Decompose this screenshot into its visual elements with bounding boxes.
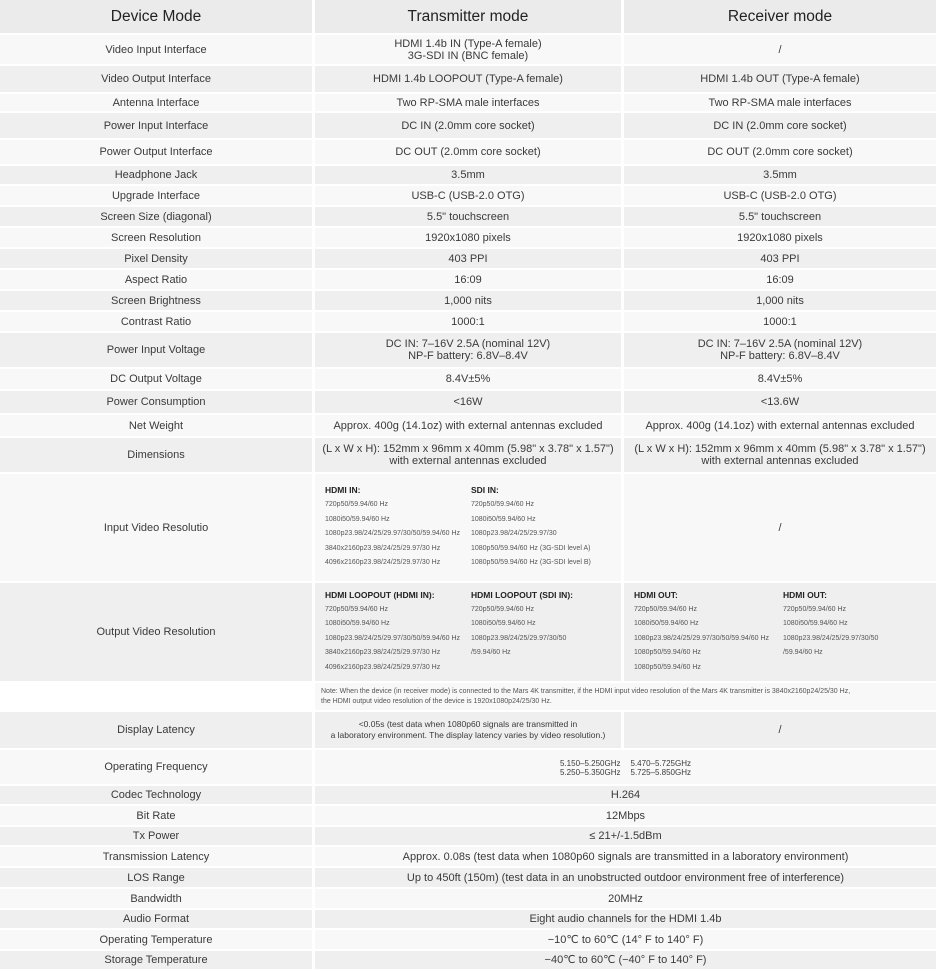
spec-row xyxy=(0,951,936,969)
spec-value-both xyxy=(315,868,936,887)
transmitter-value xyxy=(315,415,621,436)
resolution-item: 1080i50/59.94/60 Hz xyxy=(325,620,390,628)
spec-row xyxy=(0,806,936,825)
receiver-value xyxy=(624,140,936,164)
receiver-value xyxy=(624,35,936,64)
cell-line: 403 PPI xyxy=(448,252,488,265)
resolution-item: 1080p23.98/24/25/29.97/30/50 xyxy=(470,634,567,642)
resolution-item: 3840x2160p23.98/24/25/29.97/30 Hz xyxy=(325,544,441,552)
spec-row xyxy=(0,438,936,472)
resolution-item: 1080p23.98/24/25/29.97/30/50/59.94/60 Hz xyxy=(325,530,461,538)
spec-row xyxy=(0,186,936,205)
cell-line: 1,000 nits xyxy=(444,294,492,307)
transmitter-value xyxy=(315,438,621,472)
spec-label: Dimensions xyxy=(0,438,312,472)
transmitter-value xyxy=(315,333,621,367)
transmitter-value xyxy=(315,94,621,111)
resolution-item: 1080p23.98/24/25/29.97/30/50 xyxy=(782,634,879,642)
spec-row xyxy=(0,113,936,138)
transmitter-value xyxy=(315,312,621,331)
receiver-value xyxy=(624,415,936,436)
receiver-value xyxy=(624,66,936,92)
resolution-item: 1080i50/59.94/60 Hz xyxy=(470,515,536,523)
spec-row xyxy=(0,228,936,247)
cell-line: / xyxy=(778,521,782,534)
cell-line: USB-C (USB-2.0 OTG) xyxy=(723,189,837,202)
cell-line: Approx. 400g (14.1oz) with external antennas excluded xyxy=(645,419,915,432)
receiver-value xyxy=(624,166,936,184)
receiver-value xyxy=(624,249,936,268)
receiver-value xyxy=(624,291,936,310)
frequency-band: 5.470–5.725GHz xyxy=(630,758,691,768)
spec-label: Bit Rate xyxy=(0,806,312,825)
resolution-item: 720p50/59.94/60 Hz xyxy=(782,605,847,613)
resolution-item: 1080p50/59.94/60 Hz (3G-SDI level B) xyxy=(470,559,591,567)
cell-line: 1920x1080 pixels xyxy=(737,231,823,244)
receiver-value xyxy=(624,207,936,226)
transmitter-value xyxy=(315,369,621,389)
spec-label: LOS Range xyxy=(0,868,312,887)
transmitter-value xyxy=(315,712,621,748)
spec-label: Screen Resolution xyxy=(0,228,312,247)
frequency-band: 5.150–5.250GHz xyxy=(560,758,621,768)
receiver-value xyxy=(624,438,936,472)
spec-label: Screen Brightness xyxy=(0,291,312,310)
receiver-value xyxy=(624,94,936,111)
spec-label: Headphone Jack xyxy=(0,166,312,184)
resolution-item: 720p50/59.94/60 Hz xyxy=(470,501,535,509)
cell-line: 16:09 xyxy=(454,273,482,286)
spec-label: Display Latency xyxy=(0,712,312,748)
transmitter-value xyxy=(315,291,621,310)
frequency-band: 5.725–5.850GHz xyxy=(630,768,691,777)
cell-line: ≤ 21+/-1.5dBm xyxy=(589,830,662,842)
spec-row xyxy=(0,683,936,710)
frequency-band: 5.250–5.350GHz xyxy=(560,768,621,777)
transmitter-value xyxy=(315,140,621,164)
cell-line: Two RP-SMA male interfaces xyxy=(708,96,852,109)
resolution-item: /59.94/60 Hz xyxy=(782,649,823,657)
spec-value-both xyxy=(315,827,936,845)
cell-line: Approx. 0.08s (test data when 1080p60 signals are transmitted in a laboratory environment) xyxy=(402,850,849,863)
cell-line: <13.6W xyxy=(760,396,800,408)
resolution-item: 1080p50/59.94/60 Hz xyxy=(633,649,701,657)
spec-row xyxy=(0,910,936,928)
spec-label: Operating Temperature xyxy=(0,930,312,949)
spec-label: Input Video Resolutio xyxy=(0,474,312,581)
transmitter-value xyxy=(315,66,621,92)
spec-label: Pixel Density xyxy=(0,249,312,268)
cell-line: DC OUT (2.0mm core socket) xyxy=(707,146,853,158)
cell-line: Two RP-SMA male interfaces xyxy=(396,96,540,109)
spec-row xyxy=(0,270,936,289)
spec-value-both xyxy=(315,750,936,784)
cell-line: Up to 450ft (150m) (test data in an unobstructed outdoor environment free of interference) xyxy=(406,871,845,884)
resolution-item: 1080p23.98/24/25/29.97/30/50/59.94/60 Hz xyxy=(633,634,770,642)
resolution-column xyxy=(325,589,471,676)
resolution-column xyxy=(325,484,471,571)
spec-label: Video Output Interface xyxy=(0,66,312,92)
spec-row xyxy=(0,868,936,887)
receiver-value xyxy=(624,369,936,389)
spec-value-both xyxy=(315,951,936,969)
spec-label: Bandwidth xyxy=(0,889,312,908)
spec-label: Power Output Interface xyxy=(0,140,312,164)
resolution-item: 1080i50/59.94/60 Hz xyxy=(325,515,390,523)
cell-line: 5.5" touchscreen xyxy=(738,210,822,223)
spec-label: Transmission Latency xyxy=(0,847,312,866)
spec-row xyxy=(0,415,936,436)
resolution-item: 1080p50/59.94/60 Hz (3G-SDI level A) xyxy=(470,544,591,552)
cell-line: 403 PPI xyxy=(760,252,800,265)
spec-label: Video Input Interface xyxy=(0,35,312,64)
resolution-item: 1080i50/59.94/60 Hz xyxy=(633,620,699,628)
spec-row xyxy=(0,333,936,367)
resolution-title: HDMI OUT: xyxy=(633,589,678,600)
cell-line: 3.5mm xyxy=(451,169,485,181)
resolution-item: 1080i50/59.94/60 Hz xyxy=(470,620,536,628)
cell-line: (L x W x H): 152mm x 96mm x 40mm (5.98" x 3.78" x 1.57") xyxy=(634,443,926,455)
spec-row xyxy=(0,291,936,310)
cell-line: DC IN: 7–16V 2.5A (nominal 12V) xyxy=(385,338,551,350)
resolution-item: /59.94/60 Hz xyxy=(470,649,511,657)
cell-line: <16W xyxy=(453,396,483,408)
spec-row xyxy=(0,249,936,268)
cell-line: USB-C (USB-2.0 OTG) xyxy=(411,189,525,202)
spec-row xyxy=(0,66,936,92)
spec-row xyxy=(0,847,936,866)
cell-line: H.264 xyxy=(610,789,641,801)
spec-label: Audio Format xyxy=(0,910,312,928)
header-receiver-mode: Receiver mode xyxy=(624,0,936,33)
resolution-column xyxy=(783,589,932,676)
cell-line: DC OUT (2.0mm core socket) xyxy=(395,146,541,158)
cell-line: 3G-SDI IN (BNC female) xyxy=(407,49,529,62)
transmitter-value xyxy=(315,249,621,268)
receiver-value xyxy=(624,113,936,138)
resolution-item: 1080i50/59.94/60 Hz xyxy=(782,620,848,628)
spec-row xyxy=(0,827,936,845)
resolution-item: 1080p50/59.94/60 Hz xyxy=(633,663,701,671)
receiver-value xyxy=(624,333,936,367)
transmitter-value xyxy=(315,583,621,681)
receiver-value xyxy=(624,270,936,289)
resolution-title: HDMI LOOPOUT (SDI IN): xyxy=(470,589,573,600)
resolution-item: 720p50/59.94/60 Hz xyxy=(325,501,389,509)
cell-line: DC IN (2.0mm core socket) xyxy=(401,119,535,132)
spec-row xyxy=(0,889,936,908)
spec-row xyxy=(0,312,936,331)
header-device-mode: Device Mode xyxy=(0,0,312,33)
resolution-item: 1080p23.98/24/25/29.97/30/50/59.94/60 Hz xyxy=(325,634,461,642)
resolution-title: HDMI LOOPOUT (HDMI IN): xyxy=(325,589,435,600)
cell-line: 8.4V±5% xyxy=(445,373,491,385)
spec-label: Power Consumption xyxy=(0,391,312,413)
spec-row xyxy=(0,750,936,784)
frequency-list xyxy=(560,759,691,778)
resolution-column xyxy=(634,589,783,676)
receiver-value xyxy=(624,474,936,581)
cell-line: / xyxy=(778,43,782,56)
spec-row xyxy=(0,474,936,581)
spec-label: Aspect Ratio xyxy=(0,270,312,289)
cell-line: Approx. 400g (14.1oz) with external antennas excluded xyxy=(333,419,603,432)
spec-label: DC Output Voltage xyxy=(0,369,312,389)
cell-line: 5.5" touchscreen xyxy=(426,210,510,223)
resolution-item: 720p50/59.94/60 Hz xyxy=(633,605,698,613)
cell-line: 8.4V±5% xyxy=(757,373,803,385)
spec-row xyxy=(0,786,936,804)
resolution-item: 720p50/59.94/60 Hz xyxy=(470,605,535,613)
resolution-title: HDMI OUT: xyxy=(782,589,827,600)
cell-line: HDMI 1.4b OUT (Type-A female) xyxy=(700,73,860,85)
spec-label: Antenna Interface xyxy=(0,94,312,111)
spec-row xyxy=(0,94,936,111)
resolution-item: 4096x2160p23.98/24/25/29.97/30 Hz xyxy=(325,663,441,671)
transmitter-value xyxy=(315,228,621,247)
spec-value-both xyxy=(315,889,936,908)
header-transmitter-mode: Transmitter mode xyxy=(315,0,621,33)
spec-value-both xyxy=(315,847,936,866)
spec-label: Output Video Resolution xyxy=(0,583,312,681)
transmitter-value xyxy=(315,391,621,413)
resolution-title: HDMI IN: xyxy=(325,485,361,496)
cell-line: <0.05s (test data when 1080p60 signals are transmitted in xyxy=(358,719,578,729)
spec-label xyxy=(0,683,312,710)
spec-row xyxy=(0,207,936,226)
receiver-value xyxy=(624,186,936,205)
receiver-value xyxy=(624,712,936,748)
spec-label: Upgrade Interface xyxy=(0,186,312,205)
cell-line: 1000:1 xyxy=(763,315,797,328)
spec-label: Power Input Voltage xyxy=(0,333,312,367)
spec-row xyxy=(0,712,936,748)
spec-label: Codec Technology xyxy=(0,786,312,804)
cell-line: DC IN: 7–16V 2.5A (nominal 12V) xyxy=(697,338,863,350)
cell-line: 3.5mm xyxy=(763,169,797,181)
spec-label: Net Weight xyxy=(0,415,312,436)
cell-line: Note: When the device (in receiver mode) is connected to the Mars 4K transmitter, if the HDMI input video resolution of the Mars 4K transmitter is 3840x2160p24/25/30 Hz, xyxy=(321,687,851,695)
cell-line: the HDMI output video resolution of the device is 1920x1080p24/25/30 Hz. xyxy=(321,697,552,705)
receiver-value xyxy=(624,228,936,247)
spec-label: Power Input Interface xyxy=(0,113,312,138)
receiver-note xyxy=(315,683,936,710)
spec-row xyxy=(0,166,936,184)
transmitter-value xyxy=(315,35,621,64)
resolution-item: 720p50/59.94/60 Hz xyxy=(325,605,389,613)
transmitter-value xyxy=(315,207,621,226)
cell-line: 1920x1080 pixels xyxy=(425,231,511,244)
spec-label: Tx Power xyxy=(0,827,312,845)
spec-value-both xyxy=(315,910,936,928)
header-row xyxy=(0,0,936,33)
cell-line: with external antennas excluded xyxy=(389,455,547,467)
cell-line: NP-F battery: 6.8V–8.4V xyxy=(720,350,840,362)
spec-value-both xyxy=(315,930,936,949)
cell-line: Eight audio channels for the HDMI 1.4b xyxy=(529,913,722,925)
transmitter-value xyxy=(315,166,621,184)
cell-line: −10℃ to 60℃ (14° F to 140° F) xyxy=(547,933,704,946)
cell-line: HDMI 1.4b IN (Type-A female) xyxy=(394,37,542,50)
resolution-item: 4096x2160p23.98/24/25/29.97/30 Hz xyxy=(325,559,441,567)
spec-row xyxy=(0,930,936,949)
spec-row xyxy=(0,35,936,64)
transmitter-value xyxy=(315,474,621,581)
resolution-list xyxy=(628,589,932,676)
spec-label: Screen Size (diagonal) xyxy=(0,207,312,226)
spec-value-both xyxy=(315,786,936,804)
cell-line: (L x W x H): 152mm x 96mm x 40mm (5.98" x 3.78" x 1.57") xyxy=(322,443,614,455)
spec-row xyxy=(0,140,936,164)
receiver-value xyxy=(624,391,936,413)
receiver-value xyxy=(624,312,936,331)
cell-line: with external antennas excluded xyxy=(701,455,859,467)
resolution-list xyxy=(319,484,617,571)
resolution-list xyxy=(319,589,617,676)
receiver-value xyxy=(624,583,936,681)
spec-label: Contrast Ratio xyxy=(0,312,312,331)
cell-line: −40℃ to 60℃ (−40° F to 140° F) xyxy=(544,954,707,966)
spec-label: Storage Temperature xyxy=(0,951,312,969)
cell-line: HDMI 1.4b LOOPOUT (Type-A female) xyxy=(373,73,563,85)
resolution-item: 1080p23.98/24/25/29.97/30 xyxy=(470,530,557,538)
resolution-item: 3840x2160p23.98/24/25/29.97/30 Hz xyxy=(325,649,441,657)
spec-row xyxy=(0,369,936,389)
cell-line: NP-F battery: 6.8V–8.4V xyxy=(408,350,528,362)
spec-row xyxy=(0,583,936,681)
cell-line: 20MHz xyxy=(608,892,643,905)
cell-line: DC IN (2.0mm core socket) xyxy=(713,119,847,132)
resolution-title: SDI IN: xyxy=(470,485,499,496)
cell-line: a laboratory environment. The display latency varies by video resolution.) xyxy=(330,730,606,740)
cell-line: 16:09 xyxy=(766,273,794,286)
cell-line: 1,000 nits xyxy=(756,294,804,307)
resolution-column xyxy=(471,484,617,571)
transmitter-value xyxy=(315,113,621,138)
cell-line: 12Mbps xyxy=(605,809,646,822)
transmitter-value xyxy=(315,186,621,205)
transmitter-value xyxy=(315,270,621,289)
cell-line: / xyxy=(778,724,782,736)
resolution-column xyxy=(471,589,617,676)
spec-label: Operating Frequency xyxy=(0,750,312,784)
cell-line: 1000:1 xyxy=(451,315,485,328)
spec-row xyxy=(0,391,936,413)
spec-value-both xyxy=(315,806,936,825)
